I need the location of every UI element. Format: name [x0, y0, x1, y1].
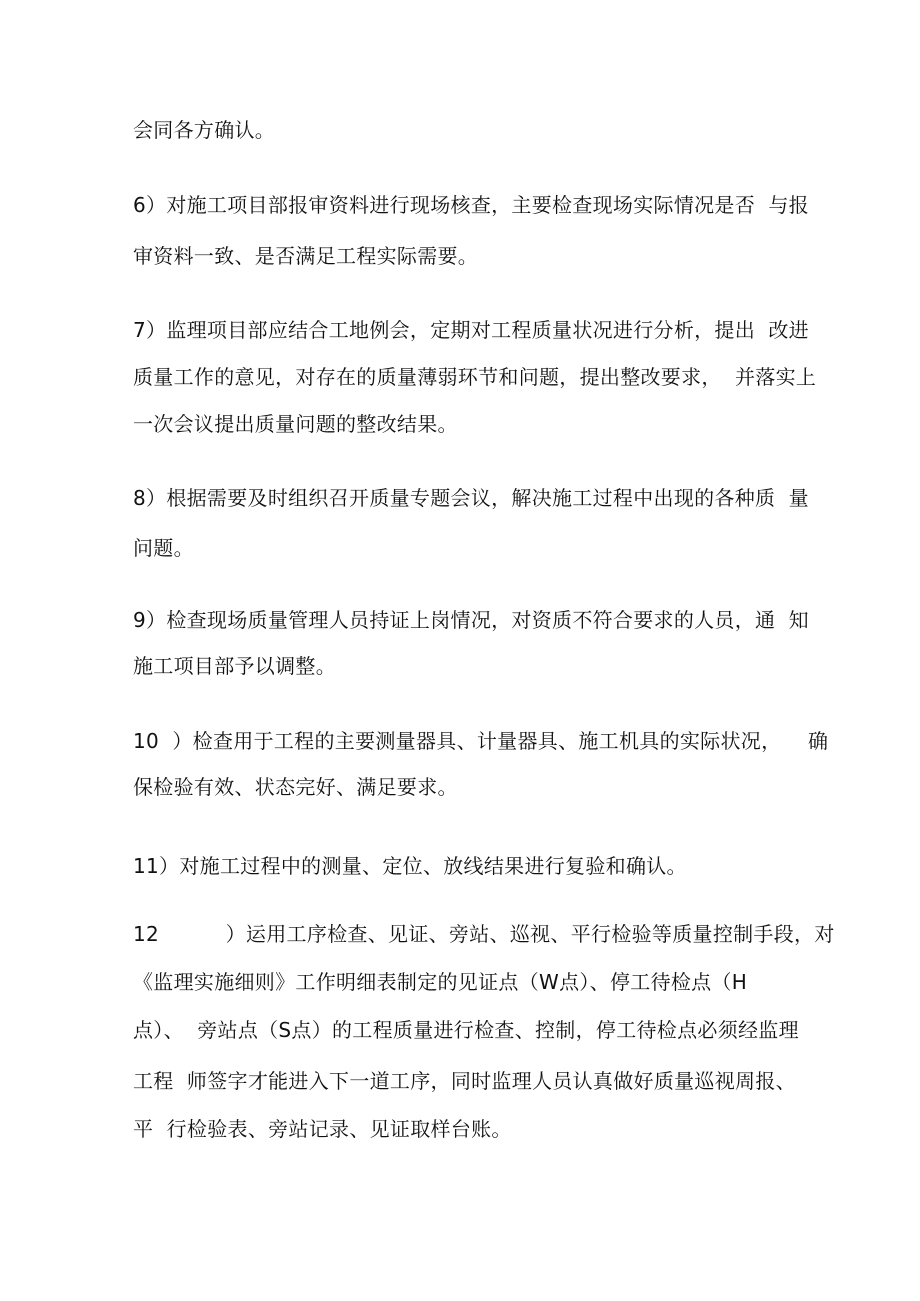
text-line: 11）对施工过程中的测量、定位、放线结果进行复验和确认。: [133, 854, 687, 878]
text-line: 施工项目部予以调整。: [133, 654, 336, 678]
text-line: 问题。: [133, 536, 194, 560]
text-line: 平 行检验表、旁站记录、见证取样台账。: [133, 1117, 512, 1141]
text-line: 6）对施工项目部报审资料进行现场核查，主要检查现场实际情况是否 与报: [133, 193, 809, 217]
text-line: 9）检查现场质量管理人员持证上岗情况，对资质不符合要求的人员，通 知: [133, 608, 809, 632]
text-line: 10 ）检查用于工程的主要测量器具、计量器具、施工机具的实际状况， 确: [133, 729, 829, 753]
text-line: 12 ）运用工序检查、见证、旁站、巡视、平行检验等质量控制手段，对: [133, 922, 835, 946]
text-line: 工程 师签字才能进入下一道工序，同时监理人员认真做好质量巡视周报、: [133, 1069, 796, 1093]
text-line: 质量工作的意见，对存在的质量薄弱环节和问题，提出整改要求， 并落实上: [133, 365, 817, 389]
text-line: 审资料一致、是否满足工程实际需要。: [133, 244, 479, 268]
text-line: 一次会议提出质量问题的整改结果。: [133, 412, 458, 436]
text-line: 保检验有效、状态完好、满足要求。: [133, 775, 458, 799]
text-line: 8）根据需要及时组织召开质量专题会议，解决施工过程中出现的各种质 量: [133, 486, 809, 510]
text-line: 7）监理项目部应结合工地例会，定期对工程质量状况进行分析，提出 改进: [133, 318, 809, 342]
text-line: 《监理实施细则》工作明细表制定的见证点（W点）、停工待检点（H: [133, 970, 748, 994]
text-line: 会同各方确认。: [133, 118, 276, 142]
text-line: 点）、 旁站点（S点）的工程质量进行检查、控制，停工待检点必须经监理: [133, 1018, 799, 1042]
